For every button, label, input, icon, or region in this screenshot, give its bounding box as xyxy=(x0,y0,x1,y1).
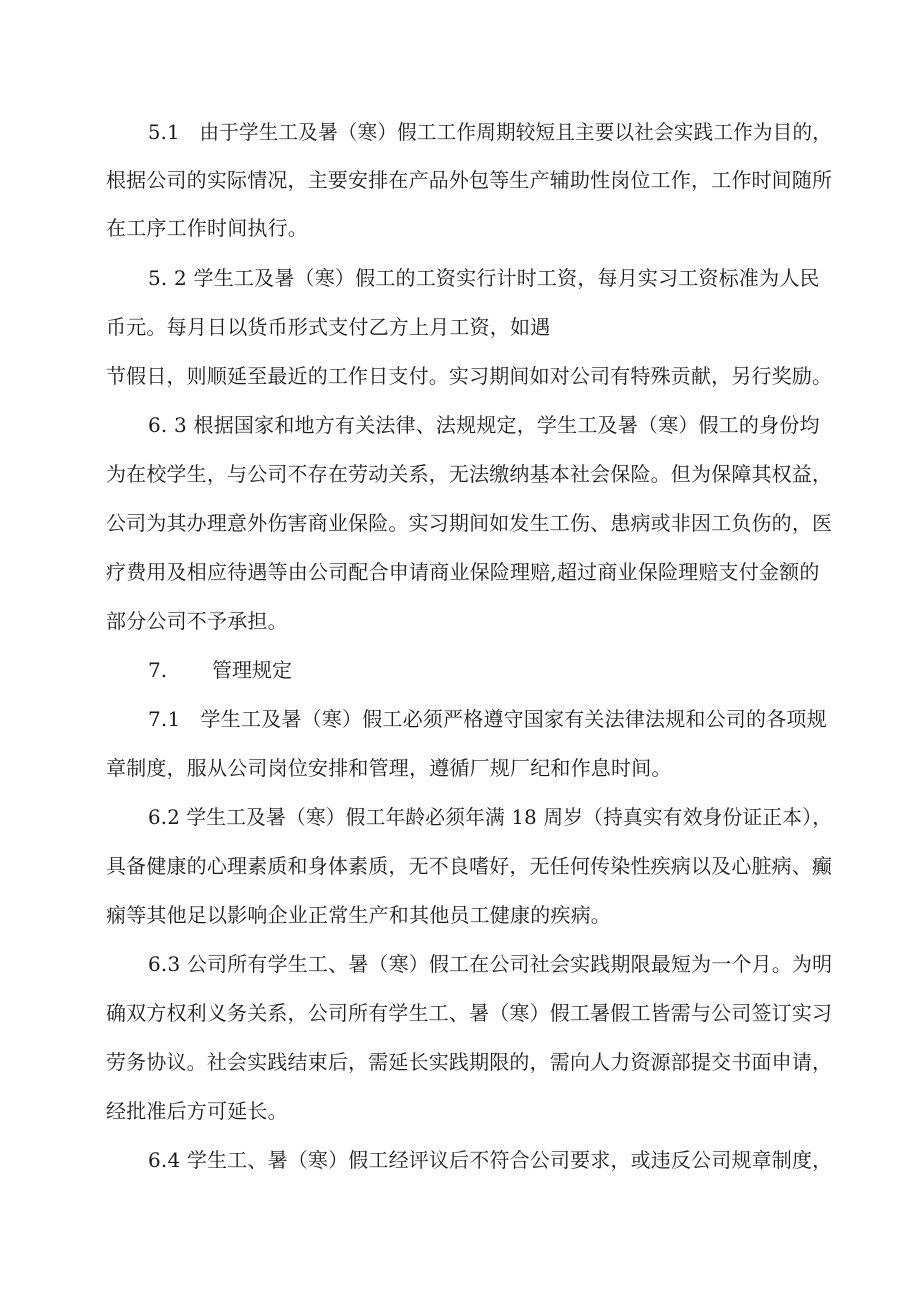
paragraph-6-4-line-1: 6.4 学生工、暑（寒）假工经评议后不符合公司要求，或违反公司规章制度， xyxy=(148,1148,833,1172)
paragraph-6-3b-line-2: 确双方权利义务关系，公司所有学生工、暑（寒）假工暑假工皆需与公司签订实习 xyxy=(106,1001,833,1025)
paragraph-5-2-line-2: 币元。每月日以货币形式支付乙方上月工资，如遇 xyxy=(106,315,551,339)
paragraph-7-1-line-1: 7.1 学生工及暑（寒）假工必须严格遵守国家有关法律法规和公司的各项规 xyxy=(148,707,827,731)
paragraph-7-1-line-2: 章制度，服从公司岗位安排和管理，遵循厂规厂纪和作息时间。 xyxy=(106,756,672,780)
paragraph-6-3-line-3: 公司为其办理意外伤害商业保险。实习期间如发生工伤、患病或非因工负伤的，医 xyxy=(106,511,833,535)
paragraph-6-2-line-3: 痫等其他足以影响企业正常生产和其他员工健康的疾病。 xyxy=(106,903,611,927)
paragraph-6-2-line-2: 具备健康的心理素质和身体素质，无不良嗜好，无任何传染性疾病以及心脏病、癫 xyxy=(106,854,833,878)
paragraph-6-3b-line-1: 6.3 公司所有学生工、暑（寒）假工在公司社会实践期限最短为一个月。为明 xyxy=(148,952,833,976)
paragraph-6-3-line-2: 为在校学生，与公司不存在劳动关系，无法缴纳基本社会保险。但为保障其权益， xyxy=(106,462,833,486)
paragraph-5-2-line-1: 5. 2 学生工及暑（寒）假工的工资实行计时工资，每月实习工资标准为人民 xyxy=(148,266,820,290)
paragraph-5-1-line-2: 根据公司的实际情况，主要安排在产品外包等生产辅助性岗位工作，工作时间随所 xyxy=(106,168,833,192)
paragraph-6-3-line-1: 6. 3 根据国家和地方有关法律、法规规定，学生工及暑（寒）假工的身份均 xyxy=(148,413,820,437)
paragraph-6-3b-line-3: 劳务协议。社会实践结束后，需延长实践期限的，需向人力资源部提交书面申请， xyxy=(106,1050,833,1074)
paragraph-5-1-line-3: 在工序工作时间执行。 xyxy=(106,216,308,240)
paragraph-6-2-line-1: 6.2 学生工及暑（寒）假工年龄必须年满 18 周岁（持真实有效身份证正本）， xyxy=(148,805,833,829)
section-7-title: 管理规定 xyxy=(212,658,292,682)
paragraph-6-3b-line-4: 经批准后方可延长。 xyxy=(106,1099,288,1123)
paragraph-5-2-line-3: 节假日，则顺延至最近的工作日支付。实习期间如对公司有特殊贡献，另行奖励。 xyxy=(106,364,833,388)
paragraph-6-3-line-5: 部分公司不予承担。 xyxy=(106,609,288,633)
section-7-number: 7. xyxy=(148,658,168,682)
paragraph-5-1-line-1: 5.1 由于学生工及暑（寒）假工工作周期较短且主要以社会实践工作为目的， xyxy=(148,120,832,144)
paragraph-6-3-line-4: 疗费用及相应待遇等由公司配合申请商业保险理赔,超过商业保险理赔支付金额的 xyxy=(106,560,820,584)
